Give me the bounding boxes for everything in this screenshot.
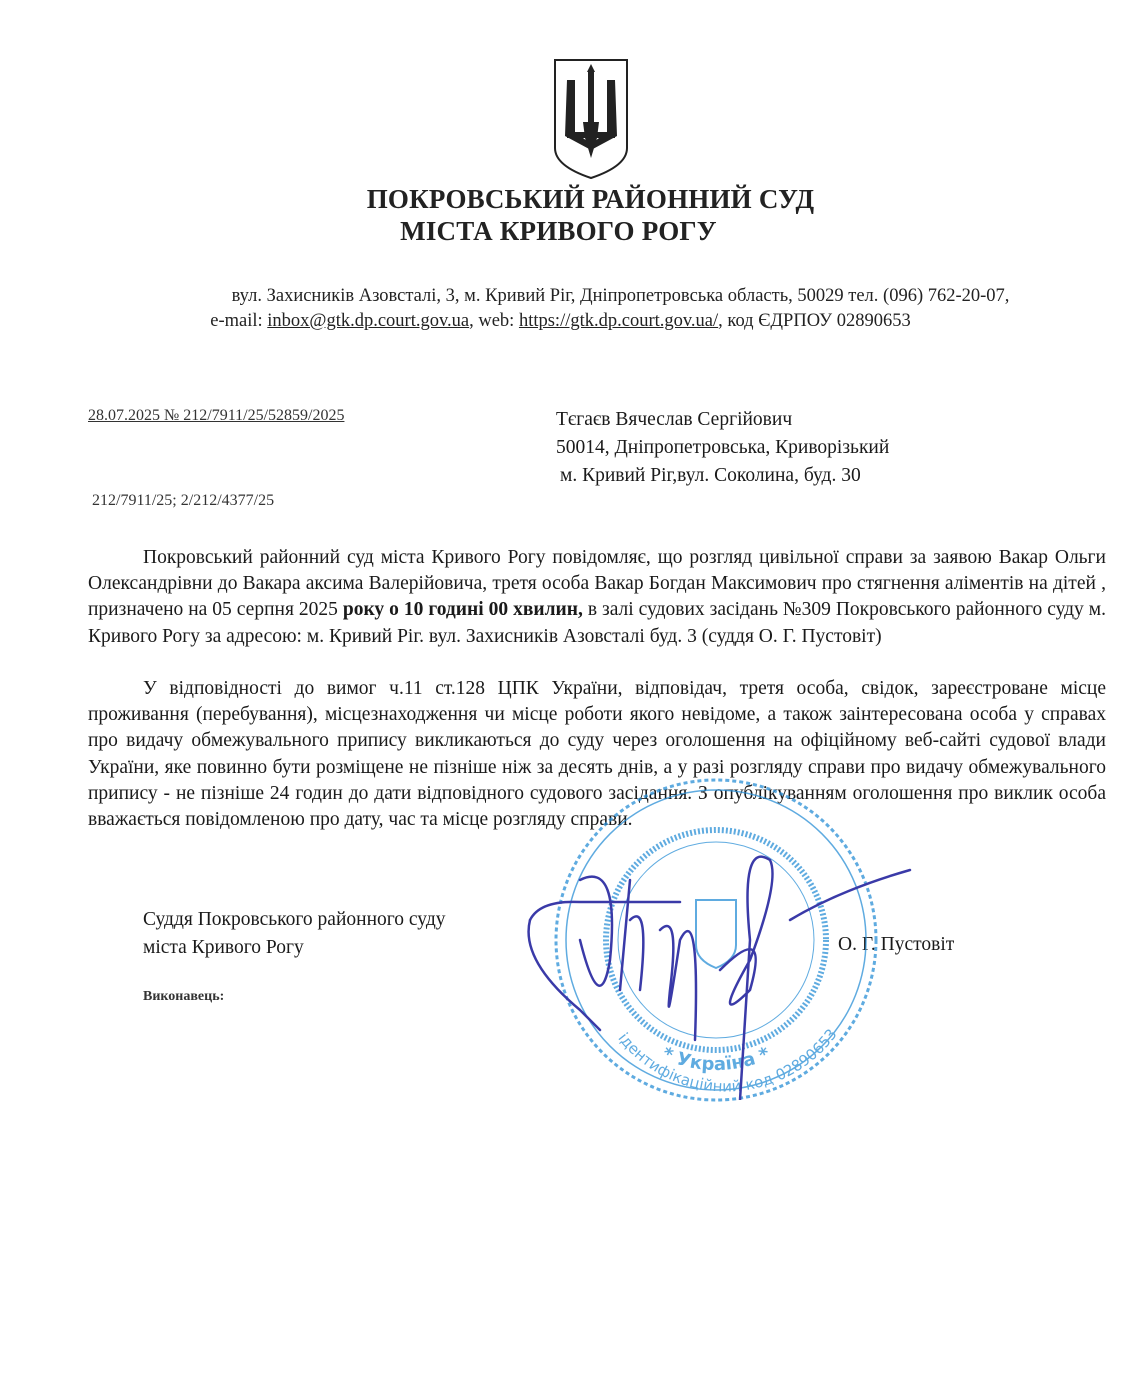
judge-signature xyxy=(520,840,920,1100)
judge-name: О. Г. Пустовіт xyxy=(838,934,955,955)
edrpou-code: , код ЄДРПОУ 02890653 xyxy=(718,311,911,331)
email-label: e-mail: xyxy=(210,311,268,331)
web-link[interactable]: https://gtk.dp.court.gov.ua/ xyxy=(518,311,719,331)
stamp-text-country: * Україна * xyxy=(659,1043,773,1076)
coat-of-arms-icon xyxy=(553,58,629,180)
recipient-block xyxy=(556,406,889,490)
para1-text-b: в залі судових засідань №309 Покровського районного суду м. Кривого Рогу за адресою: м. Кривий Ріг. вул. Захисників Азовсталі буд. 3 (суддя О. Г. Пустовіт) xyxy=(88,599,1106,647)
signatory-title xyxy=(143,906,446,962)
notice-paragraph-2: У відповідності до вимог ч.11 ст.128 ЦПК України, відповідач, третя особа, свідок, зареєстроване місце проживання (перебування), місцезнаходження чи місце роботи якого невідоме, а також заінтересована особа у справах про видачу обмежувального припису викликаються до суду через оголошення на офіційному веб-сайті судової влади України, яке повинно бути розміщене не пізніше ніж за десять днів, а у разі розгляду справи про видачу обмежувального припису - не пізніше 24 годин до дати відповідного судового засідання. З опублікуванням оголошення про виклик особа вважається повідомленою про дату, час та місце розгляду справи. xyxy=(88,678,1106,831)
recipient-name: Тєгаєв Вячеслав Сергійович xyxy=(556,409,793,430)
email-link[interactable]: inbox@gtk.dp.court.gov.ua xyxy=(267,311,470,331)
notice-paragraph-1 xyxy=(88,545,1106,650)
recipient-address-line2: м. Кривий Ріг,вул. Соколина, буд. 30 xyxy=(560,465,861,486)
para1-text-a: Покровський районний суд міста Кривого Рогу повідомляє, що розгляд цивільної справи за заявою Вакар Ольги Олександрівни до Вакара аксима Валерійовича, третя особа Вакар Богдан Максимович про стягнення аліментів на дітей , призначено на 05 серпня 2025 xyxy=(88,547,1106,621)
hearing-time: року о 10 годині 00 хвилин, xyxy=(342,599,583,621)
court-name-line2: МІСТА КРИВОГО РОГУ xyxy=(400,216,717,246)
court-contacts xyxy=(0,311,1131,332)
web-label: , web: xyxy=(469,311,519,331)
stamp-text-code: ідентифікаційний код 02890653 xyxy=(614,1025,841,1096)
outgoing-number: 28.07.2025 № 212/7911/25/52859/2025 xyxy=(88,407,345,424)
recipient-address-line1: 50014, Дніпропетровська, Криворізький xyxy=(556,437,890,458)
signatory-title-line2: міста Кривого Рогу xyxy=(143,937,304,958)
court-name-line1: ПОКРОВСЬКИЙ РАЙОННИЙ СУД xyxy=(366,184,815,214)
court-address: вул. Захисників Азовсталі, 3, м. Кривий Ріг, Дніпропетровська область, 50029 тел. (096) 762-20-07, xyxy=(231,286,1010,306)
signatory-title-line1: Суддя Покровського районного суду xyxy=(143,909,446,930)
case-numbers: 212/7911/25; 2/212/4377/25 xyxy=(92,492,275,509)
executor-label: Виконавець: xyxy=(143,989,225,1004)
